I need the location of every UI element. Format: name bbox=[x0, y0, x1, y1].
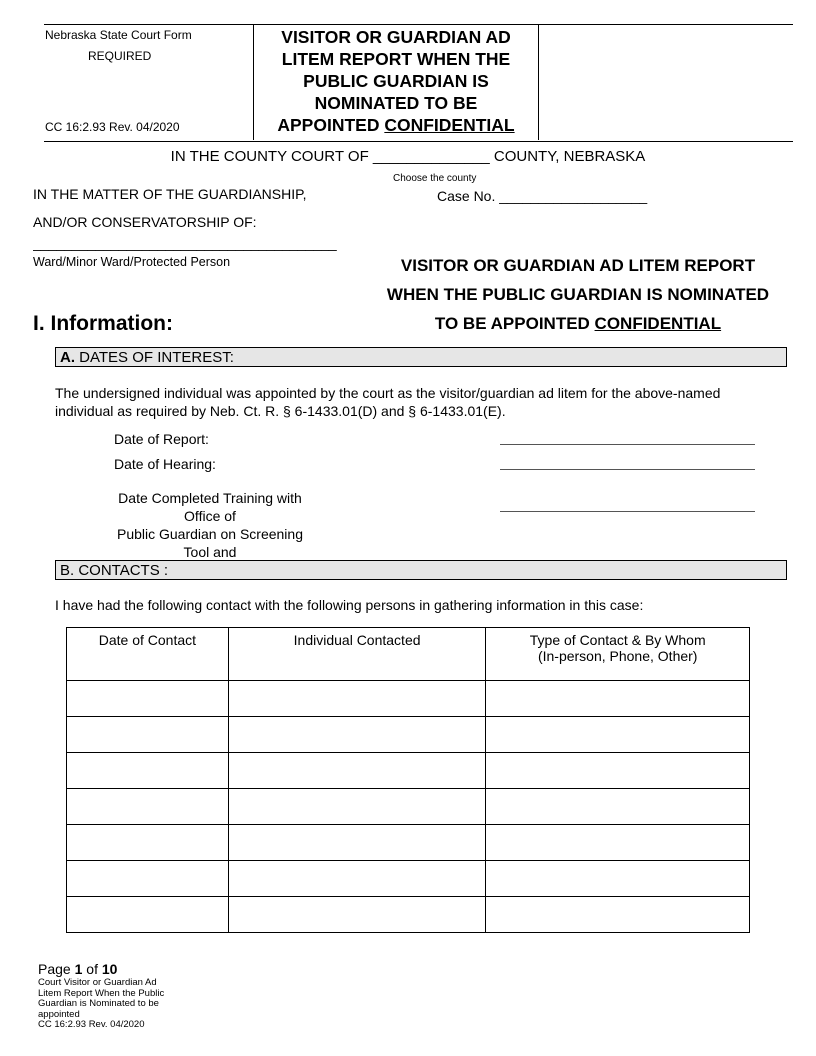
form-number: CC 16:2.93 Rev. 04/2020 bbox=[45, 120, 180, 134]
required-label: REQUIRED bbox=[88, 49, 152, 63]
footer-line: Guardian is Nominated to be bbox=[38, 998, 159, 1009]
footer-line: appointed bbox=[38, 1008, 80, 1020]
court-line: IN THE COUNTY COURT OF ______________ COUNTY, NEBRASKA bbox=[170, 148, 646, 165]
table-cell[interactable] bbox=[67, 789, 229, 825]
table-row bbox=[67, 681, 750, 717]
intro-line: The undersigned individual was appointed by the court as the visitor/guardian ad litem for the above-named bbox=[55, 385, 721, 401]
section-heading: I. Information: bbox=[33, 312, 173, 335]
section-b-intro: I have had the following contact with the following persons in gathering information in this case: bbox=[55, 597, 644, 613]
date-of-report-field[interactable] bbox=[500, 444, 755, 445]
table-row bbox=[67, 825, 750, 861]
table-cell[interactable] bbox=[486, 789, 750, 825]
header-title-line: NOMINATED TO BE bbox=[314, 93, 478, 113]
ward-label: Ward/Minor Ward/Protected Person bbox=[33, 255, 231, 269]
table-cell[interactable] bbox=[486, 825, 750, 861]
case-number[interactable]: Case No. ___________________ bbox=[437, 188, 648, 204]
report-title-line: WHEN THE PUBLIC GUARDIAN IS NOMINATED bbox=[386, 285, 770, 304]
column-header-date: Date of Contact bbox=[67, 628, 229, 681]
table-row bbox=[67, 789, 750, 825]
table-cell[interactable] bbox=[67, 681, 229, 717]
county-hint[interactable]: Choose the county bbox=[393, 173, 477, 184]
section-a-letter: A. bbox=[60, 349, 75, 366]
section-b-bar: B. CONTACTS : bbox=[55, 560, 787, 580]
table-cell[interactable] bbox=[228, 789, 486, 825]
table-cell[interactable] bbox=[486, 717, 750, 753]
table-cell[interactable] bbox=[486, 681, 750, 717]
table-cell[interactable] bbox=[228, 897, 486, 933]
section-a-intro bbox=[55, 384, 720, 420]
footer-line: CC 16:2.93 Rev. 04/2020 bbox=[38, 1019, 145, 1030]
state-form-label: Nebraska State Court Form bbox=[45, 28, 192, 42]
table-row bbox=[67, 753, 750, 789]
table-cell[interactable] bbox=[67, 861, 229, 897]
matter-label: IN THE MATTER OF THE GUARDIANSHIP, bbox=[33, 186, 307, 202]
date-of-report-label: Date of Report: bbox=[114, 431, 209, 447]
column-header-type-text: Type of Contact & By Whom bbox=[529, 632, 706, 648]
contacts-table bbox=[66, 627, 750, 933]
page-current: 1 bbox=[74, 961, 83, 977]
column-header-type bbox=[486, 628, 750, 681]
conservatorship-label: AND/OR CONSERVATORSHIP OF: bbox=[33, 214, 257, 230]
confidential-label: CONFIDENTIAL bbox=[384, 115, 515, 135]
table-cell[interactable] bbox=[67, 753, 229, 789]
ward-name-line[interactable]: _______________________________________ bbox=[33, 235, 337, 251]
table-row bbox=[67, 861, 750, 897]
report-title bbox=[355, 251, 801, 338]
table-cell[interactable] bbox=[486, 861, 750, 897]
page-total: 10 bbox=[101, 961, 118, 977]
column-header-type-sub: (In-person, Phone, Other) bbox=[537, 648, 698, 664]
table-cell[interactable] bbox=[67, 897, 229, 933]
header-title-line: VISITOR OR GUARDIAN AD bbox=[281, 27, 511, 47]
table-cell[interactable] bbox=[228, 717, 486, 753]
table-cell[interactable] bbox=[228, 681, 486, 717]
intro-line: individual as required by Neb. Ct. R. § 6-1433.01(D) and § 6-1433.01(E). bbox=[55, 403, 506, 419]
header-title bbox=[254, 26, 538, 136]
section-a-bar bbox=[55, 347, 787, 367]
page-of: of bbox=[82, 961, 102, 977]
training-date-field[interactable] bbox=[500, 511, 755, 512]
table-cell[interactable] bbox=[67, 825, 229, 861]
training-label-line: Date Completed Training with Office of bbox=[118, 490, 302, 524]
footer-line: Litem Report When the Public bbox=[38, 987, 165, 999]
header-title-line: PUBLIC GUARDIAN IS bbox=[303, 71, 489, 91]
table-header-row bbox=[67, 628, 750, 681]
date-of-hearing-label: Date of Hearing: bbox=[114, 456, 216, 472]
confidential-label: CONFIDENTIAL bbox=[594, 314, 722, 333]
section-a-label: DATES OF INTEREST: bbox=[75, 349, 234, 366]
column-header-individual: Individual Contacted bbox=[228, 628, 486, 681]
report-title-line: VISITOR OR GUARDIAN AD LITEM REPORT bbox=[400, 256, 756, 275]
table-cell[interactable] bbox=[67, 717, 229, 753]
report-title-text: TO BE APPOINTED bbox=[434, 314, 595, 333]
page-prefix: Page bbox=[38, 961, 75, 977]
table-cell[interactable] bbox=[486, 753, 750, 789]
header-divider bbox=[538, 24, 539, 140]
header-title-text: APPOINTED bbox=[277, 115, 385, 135]
page-number bbox=[38, 961, 117, 977]
date-of-hearing-field[interactable] bbox=[500, 469, 755, 470]
table-row bbox=[67, 897, 750, 933]
table-row bbox=[67, 717, 750, 753]
footer-line: Court Visitor or Guardian Ad bbox=[38, 977, 157, 988]
header-title-line: LITEM REPORT WHEN THE bbox=[281, 49, 511, 69]
report-title-line bbox=[355, 309, 801, 338]
table-cell[interactable] bbox=[486, 897, 750, 933]
footer-form-info bbox=[38, 978, 164, 1031]
table-cell[interactable] bbox=[228, 825, 486, 861]
table-cell[interactable] bbox=[228, 861, 486, 897]
table-cell[interactable] bbox=[228, 753, 486, 789]
training-label-line: Public Guardian on Screening Tool and bbox=[116, 526, 303, 560]
header-title-line bbox=[254, 114, 538, 136]
